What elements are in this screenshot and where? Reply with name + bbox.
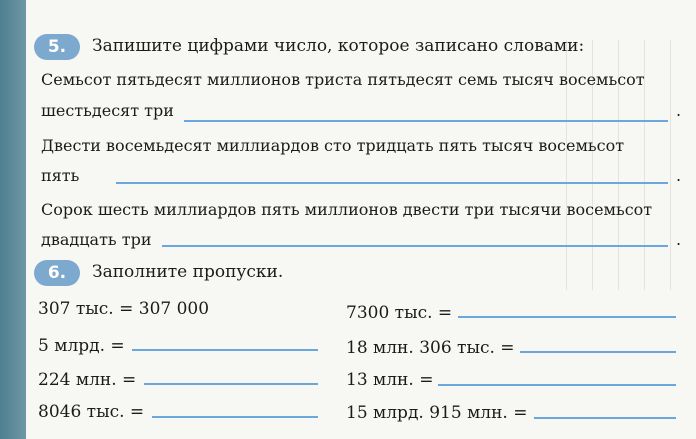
worksheet — [26, 0, 696, 439]
task-5-item-3-period: . — [676, 230, 682, 249]
fill-item-left-2: 5 млрд. = — [38, 336, 125, 356]
fill-item-right-4: 15 млрд. 915 млн. = — [346, 403, 528, 423]
task-5-badge: 5. — [34, 34, 80, 60]
fill-item-left-2-answer-line[interactable] — [132, 349, 318, 351]
fill-item-right-1-answer-line[interactable] — [458, 316, 676, 318]
fill-item-right-2-answer-line[interactable] — [520, 351, 676, 353]
fill-item-left-4-answer-line[interactable] — [152, 416, 318, 418]
task-5-item-3-line-2: двадцать три — [41, 230, 152, 249]
task-6-badge: 6. — [34, 260, 80, 286]
task-6-instruction: Заполните пропуски. — [92, 262, 284, 282]
fill-item-left-3: 224 млн. = — [38, 370, 137, 390]
task-5-item-2-answer-line[interactable] — [116, 182, 668, 184]
fill-item-left-4: 8046 тыс. = — [38, 402, 145, 422]
task-5-item-3-line-1: Сорок шесть миллиардов пять миллионов двести три тысячи восемьсот — [41, 200, 653, 219]
task-5-instruction: Запишите цифрами число, которое записано словами: — [92, 36, 585, 56]
fill-item-left-1: 307 тыс. = 307 000 — [38, 299, 210, 319]
task-5-item-2-line-1: Двести восемьдесят миллиардов сто тридцать пять тысяч восемьсот — [41, 136, 625, 155]
page-edge-strip — [0, 0, 26, 439]
fill-item-right-4-answer-line[interactable] — [534, 417, 676, 419]
fill-item-left-3-answer-line[interactable] — [144, 383, 318, 385]
task-5-item-1-answer-line[interactable] — [184, 120, 668, 122]
task-5-item-1-line-1: Семьсот пятьдесят миллионов триста пятьдесят семь тысяч восемьсот — [41, 70, 645, 89]
task-5-item-1-period: . — [676, 101, 682, 120]
task-5-item-2-period: . — [676, 166, 682, 185]
task-5-item-2-line-2: пять — [41, 166, 80, 185]
fill-item-right-1: 7300 тыс. = — [346, 303, 453, 323]
fill-item-right-3-answer-line[interactable] — [438, 384, 676, 386]
task-5-item-1-line-2: шестьдесят три — [41, 101, 174, 120]
task-5-item-3-answer-line[interactable] — [162, 245, 668, 247]
fill-item-right-3: 13 млн. = — [346, 370, 434, 390]
fill-item-right-2: 18 млн. 306 тыс. = — [346, 338, 515, 358]
